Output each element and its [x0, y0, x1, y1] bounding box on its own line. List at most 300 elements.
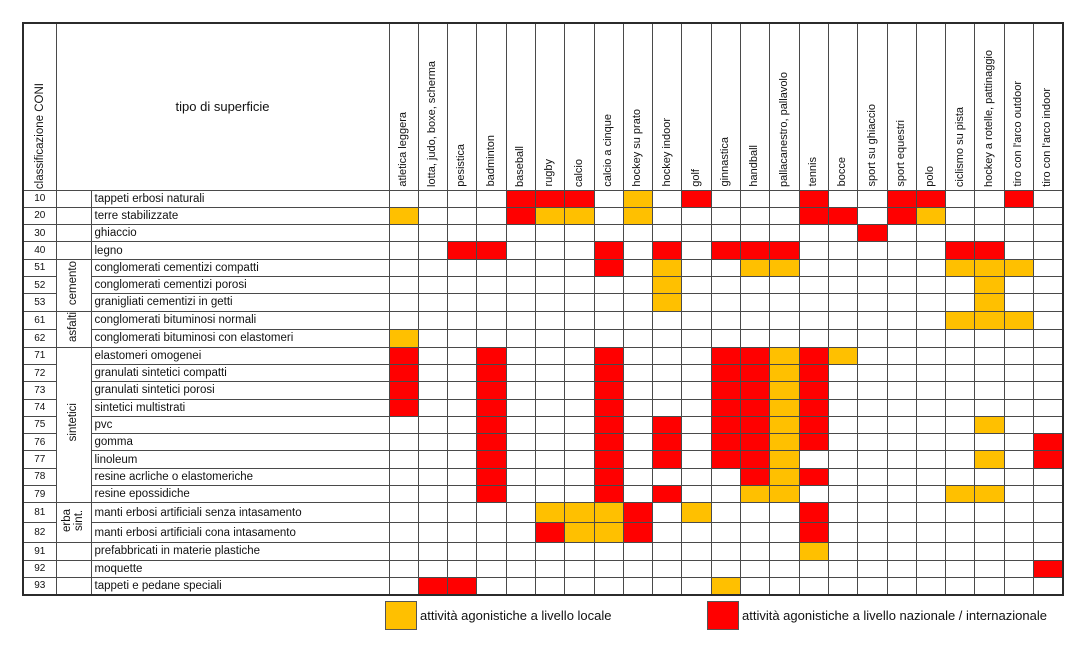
row-code: 82	[23, 523, 56, 543]
matrix-cell	[506, 486, 535, 503]
matrix-cell	[418, 416, 447, 433]
sport-column-label: handball	[748, 145, 761, 187]
sport-column-label: badminton	[484, 135, 497, 187]
matrix-cell	[623, 242, 652, 259]
matrix-cell	[770, 190, 799, 207]
matrix-cell	[448, 347, 477, 364]
matrix-cell	[477, 242, 506, 259]
matrix-cell	[418, 276, 447, 293]
matrix-cell	[418, 503, 447, 523]
matrix-cell	[506, 259, 535, 276]
legend-item-national	[707, 601, 1047, 630]
matrix-cell	[389, 207, 418, 224]
matrix-cell	[975, 225, 1004, 242]
matrix-cell	[887, 434, 916, 451]
matrix-cell	[946, 347, 975, 364]
matrix-cell	[536, 364, 565, 381]
matrix-cell	[536, 399, 565, 416]
matrix-cell	[770, 486, 799, 503]
matrix-cell	[536, 543, 565, 560]
matrix-cell	[682, 190, 711, 207]
matrix-cell	[389, 560, 418, 577]
matrix-cell	[916, 451, 945, 468]
matrix-cell	[975, 416, 1004, 433]
matrix-cell	[711, 468, 740, 485]
matrix-cell	[506, 347, 535, 364]
matrix-cell	[506, 190, 535, 207]
row-code: 71	[23, 347, 56, 364]
matrix-cell	[389, 225, 418, 242]
sport-column-header	[975, 23, 1004, 190]
surface-group-label: erba sint.	[56, 503, 91, 543]
matrix-cell	[448, 225, 477, 242]
matrix-cell	[1034, 225, 1063, 242]
matrix-cell	[1004, 364, 1033, 381]
sport-column-header	[1034, 23, 1063, 190]
matrix-cell	[1034, 294, 1063, 311]
matrix-cell	[741, 294, 770, 311]
matrix-cell	[799, 190, 828, 207]
matrix-cell	[653, 364, 682, 381]
matrix-cell	[1034, 503, 1063, 523]
matrix-body	[23, 190, 1063, 595]
matrix-cell	[916, 468, 945, 485]
matrix-cell	[770, 416, 799, 433]
legend-local-label: attività agonistiche a livello locale	[420, 608, 612, 623]
matrix-cell	[565, 451, 594, 468]
matrix-cell	[565, 560, 594, 577]
matrix-cell	[916, 347, 945, 364]
matrix-cell	[653, 311, 682, 329]
matrix-cell	[887, 503, 916, 523]
matrix-cell	[916, 382, 945, 399]
surface-row	[23, 416, 1063, 433]
sport-column-label: atletica leggera	[396, 112, 409, 187]
row-code: 93	[23, 577, 56, 594]
matrix-cell	[711, 190, 740, 207]
matrix-cell	[477, 276, 506, 293]
matrix-cell	[916, 560, 945, 577]
matrix-cell	[418, 364, 447, 381]
matrix-cell	[799, 577, 828, 594]
matrix-cell	[1034, 451, 1063, 468]
matrix-cell	[536, 311, 565, 329]
matrix-cell	[389, 294, 418, 311]
matrix-cell	[975, 364, 1004, 381]
matrix-cell	[946, 382, 975, 399]
matrix-cell	[1004, 486, 1033, 503]
matrix-cell	[536, 451, 565, 468]
matrix-cell	[741, 347, 770, 364]
matrix-cell	[389, 543, 418, 560]
matrix-cell	[418, 242, 447, 259]
matrix-cell	[448, 207, 477, 224]
matrix-cell	[653, 560, 682, 577]
matrix-cell	[389, 364, 418, 381]
matrix-cell	[448, 399, 477, 416]
sport-column-label: pallacanestro, pallavolo	[777, 71, 790, 187]
matrix-cell	[594, 276, 623, 293]
row-code: 91	[23, 543, 56, 560]
matrix-cell	[711, 294, 740, 311]
matrix-cell	[858, 225, 887, 242]
matrix-cell	[594, 294, 623, 311]
matrix-cell	[389, 190, 418, 207]
surface-row	[23, 225, 1063, 242]
matrix-cell	[1004, 399, 1033, 416]
matrix-cell	[594, 242, 623, 259]
sport-column-header	[741, 23, 770, 190]
matrix-cell	[741, 560, 770, 577]
matrix-cell	[1034, 329, 1063, 347]
matrix-cell	[711, 347, 740, 364]
sport-column-label: baseball	[514, 145, 527, 187]
matrix-cell	[1004, 434, 1033, 451]
matrix-cell	[770, 294, 799, 311]
matrix-cell	[594, 560, 623, 577]
row-code: 51	[23, 259, 56, 276]
matrix-cell	[682, 577, 711, 594]
surface-label: gomma	[91, 434, 389, 451]
matrix-cell	[594, 451, 623, 468]
matrix-cell	[916, 577, 945, 594]
matrix-cell	[946, 259, 975, 276]
matrix-cell	[1034, 276, 1063, 293]
surface-row	[23, 329, 1063, 347]
matrix-cell	[887, 382, 916, 399]
matrix-cell	[448, 434, 477, 451]
surface-row	[23, 364, 1063, 381]
matrix-cell	[799, 416, 828, 433]
matrix-cell	[594, 347, 623, 364]
matrix-cell	[741, 259, 770, 276]
matrix-cell	[418, 434, 447, 451]
matrix-cell	[653, 416, 682, 433]
sport-column-header	[506, 23, 535, 190]
matrix-cell	[477, 225, 506, 242]
matrix-cell	[887, 347, 916, 364]
matrix-cell	[565, 503, 594, 523]
matrix-cell	[946, 364, 975, 381]
matrix-cell	[887, 577, 916, 594]
legend-local-swatch	[385, 601, 417, 630]
matrix-cell	[1004, 242, 1033, 259]
matrix-cell	[389, 329, 418, 347]
sport-column-label: bocce	[836, 157, 849, 187]
matrix-cell	[946, 242, 975, 259]
matrix-cell	[653, 190, 682, 207]
matrix-cell	[741, 207, 770, 224]
matrix-cell	[799, 434, 828, 451]
matrix-cell	[623, 399, 652, 416]
matrix-cell	[858, 242, 887, 259]
row-code: 30	[23, 225, 56, 242]
matrix-cell	[448, 523, 477, 543]
matrix-cell	[448, 468, 477, 485]
matrix-cell	[770, 276, 799, 293]
matrix-cell	[741, 364, 770, 381]
sport-column-header	[389, 23, 418, 190]
matrix-header	[23, 23, 1063, 190]
matrix-cell	[711, 523, 740, 543]
surface-sport-matrix	[22, 22, 1064, 596]
matrix-cell	[858, 560, 887, 577]
matrix-cell	[975, 468, 1004, 485]
sport-column-header	[711, 23, 740, 190]
matrix-cell	[506, 225, 535, 242]
matrix-cell	[682, 543, 711, 560]
matrix-cell	[828, 242, 857, 259]
matrix-cell	[1034, 259, 1063, 276]
matrix-cell	[565, 416, 594, 433]
matrix-cell	[536, 242, 565, 259]
surface-row	[23, 190, 1063, 207]
matrix-cell	[418, 225, 447, 242]
matrix-cell	[916, 207, 945, 224]
matrix-cell	[1034, 560, 1063, 577]
matrix-cell	[828, 294, 857, 311]
matrix-cell	[858, 259, 887, 276]
matrix-cell	[653, 486, 682, 503]
matrix-cell	[623, 311, 652, 329]
matrix-cell	[682, 259, 711, 276]
matrix-cell	[477, 560, 506, 577]
matrix-cell	[623, 259, 652, 276]
matrix-cell	[536, 276, 565, 293]
matrix-cell	[594, 434, 623, 451]
sport-column-label: tiro con l'arco indoor	[1041, 88, 1054, 187]
matrix-cell	[887, 451, 916, 468]
surface-label: resine acrliche o elastomeriche	[91, 468, 389, 485]
matrix-cell	[565, 347, 594, 364]
matrix-cell	[741, 190, 770, 207]
surface-row	[23, 577, 1063, 594]
matrix-cell	[418, 577, 447, 594]
matrix-cell	[858, 311, 887, 329]
surface-row	[23, 311, 1063, 329]
matrix-cell	[946, 225, 975, 242]
sport-column-header	[887, 23, 916, 190]
matrix-cell	[828, 225, 857, 242]
matrix-cell	[1034, 523, 1063, 543]
matrix-cell	[1004, 503, 1033, 523]
matrix-cell	[858, 276, 887, 293]
matrix-cell	[858, 468, 887, 485]
matrix-cell	[799, 242, 828, 259]
matrix-cell	[389, 451, 418, 468]
matrix-cell	[711, 577, 740, 594]
sport-column-label: ciclismo su pista	[953, 106, 966, 187]
matrix-cell	[946, 503, 975, 523]
surface-row	[23, 382, 1063, 399]
matrix-cell	[1034, 382, 1063, 399]
matrix-cell	[711, 225, 740, 242]
matrix-cell	[536, 468, 565, 485]
matrix-cell	[623, 225, 652, 242]
matrix-cell	[858, 364, 887, 381]
matrix-cell	[1004, 347, 1033, 364]
matrix-cell	[858, 347, 887, 364]
surface-label: granulati sintetici porosi	[91, 382, 389, 399]
matrix-cell	[682, 225, 711, 242]
matrix-cell	[477, 364, 506, 381]
matrix-cell	[623, 468, 652, 485]
matrix-cell	[975, 503, 1004, 523]
sport-column-label: calcio	[572, 158, 585, 187]
matrix-cell	[506, 311, 535, 329]
sport-column-header	[536, 23, 565, 190]
matrix-cell	[477, 503, 506, 523]
matrix-cell	[828, 347, 857, 364]
matrix-cell	[594, 207, 623, 224]
matrix-cell	[828, 259, 857, 276]
matrix-cell	[623, 416, 652, 433]
matrix-cell	[741, 416, 770, 433]
matrix-cell	[389, 503, 418, 523]
surface-label: sintetici multistrati	[91, 399, 389, 416]
matrix-cell	[946, 399, 975, 416]
matrix-cell	[1004, 207, 1033, 224]
matrix-cell	[887, 190, 916, 207]
matrix-cell	[741, 523, 770, 543]
matrix-cell	[1004, 523, 1033, 543]
matrix-cell	[506, 242, 535, 259]
matrix-cell	[1034, 468, 1063, 485]
surface-row	[23, 503, 1063, 523]
matrix-cell	[506, 399, 535, 416]
surface-label: manti erbosi artificiali senza intasamento	[91, 503, 389, 523]
surface-row	[23, 486, 1063, 503]
surface-label: conglomerati bituminosi con elastomeri	[91, 329, 389, 347]
matrix-cell	[887, 225, 916, 242]
legend-national-label: attività agonistiche a livello nazionale / internazionale	[742, 608, 1047, 623]
matrix-cell	[682, 329, 711, 347]
matrix-cell	[1034, 543, 1063, 560]
row-code: 92	[23, 560, 56, 577]
matrix-cell	[448, 560, 477, 577]
matrix-cell	[741, 543, 770, 560]
matrix-cell	[770, 242, 799, 259]
matrix-cell	[711, 276, 740, 293]
surface-group-empty	[56, 207, 91, 224]
matrix-cell	[741, 577, 770, 594]
matrix-cell	[916, 416, 945, 433]
matrix-cell	[565, 468, 594, 485]
matrix-cell	[1004, 329, 1033, 347]
matrix-cell	[711, 503, 740, 523]
surface-label: ghiaccio	[91, 225, 389, 242]
row-code: 40	[23, 242, 56, 259]
matrix-cell	[623, 523, 652, 543]
matrix-cell	[565, 329, 594, 347]
matrix-cell	[565, 190, 594, 207]
matrix-cell	[916, 276, 945, 293]
sport-column-label: sport equestri	[894, 120, 907, 187]
matrix-cell	[828, 207, 857, 224]
matrix-cell	[887, 416, 916, 433]
matrix-cell	[975, 207, 1004, 224]
matrix-cell	[916, 543, 945, 560]
matrix-cell	[770, 382, 799, 399]
matrix-cell	[799, 399, 828, 416]
matrix-cell	[536, 259, 565, 276]
matrix-cell	[477, 207, 506, 224]
matrix-cell	[799, 523, 828, 543]
matrix-cell	[799, 259, 828, 276]
surface-group-empty	[56, 560, 91, 577]
matrix-cell	[418, 523, 447, 543]
matrix-cell	[565, 294, 594, 311]
surface-label: elastomeri omogenei	[91, 347, 389, 364]
surface-label: legno	[91, 242, 389, 259]
surface-label: conglomerati cementizi compatti	[91, 259, 389, 276]
matrix-cell	[770, 225, 799, 242]
matrix-cell	[653, 329, 682, 347]
matrix-cell	[594, 503, 623, 523]
matrix-cell	[418, 468, 447, 485]
matrix-cell	[1004, 468, 1033, 485]
matrix-cell	[418, 190, 447, 207]
matrix-cell	[858, 382, 887, 399]
matrix-cell	[1034, 311, 1063, 329]
matrix-cell	[682, 451, 711, 468]
matrix-cell	[975, 523, 1004, 543]
matrix-cell	[565, 486, 594, 503]
matrix-cell	[594, 311, 623, 329]
sport-column-label: tiro con l'arco outdoor	[1012, 81, 1025, 187]
matrix-cell	[682, 523, 711, 543]
matrix-cell	[506, 543, 535, 560]
matrix-cell	[389, 382, 418, 399]
sport-column-header	[916, 23, 945, 190]
matrix-cell	[594, 382, 623, 399]
matrix-cell	[770, 434, 799, 451]
surface-label: pvc	[91, 416, 389, 433]
matrix-cell	[828, 468, 857, 485]
matrix-cell	[594, 259, 623, 276]
matrix-cell	[975, 382, 1004, 399]
matrix-cell	[916, 294, 945, 311]
matrix-cell	[770, 503, 799, 523]
matrix-cell	[946, 468, 975, 485]
matrix-cell	[858, 329, 887, 347]
matrix-cell	[770, 577, 799, 594]
matrix-cell	[477, 577, 506, 594]
surface-label: resine epossidiche	[91, 486, 389, 503]
matrix-cell	[799, 382, 828, 399]
matrix-cell	[975, 451, 1004, 468]
sport-column-label: sport su ghiaccio	[865, 104, 878, 187]
matrix-cell	[711, 399, 740, 416]
surface-row	[23, 276, 1063, 293]
matrix-cell	[1034, 190, 1063, 207]
matrix-cell	[916, 329, 945, 347]
surface-row	[23, 543, 1063, 560]
matrix-cell	[887, 560, 916, 577]
legend-item-local	[385, 601, 612, 630]
matrix-cell	[916, 259, 945, 276]
matrix-cell	[741, 225, 770, 242]
surface-group-empty	[56, 225, 91, 242]
sport-column-header	[594, 23, 623, 190]
row-code: 20	[23, 207, 56, 224]
matrix-cell	[389, 276, 418, 293]
matrix-cell	[565, 523, 594, 543]
matrix-cell	[536, 382, 565, 399]
matrix-cell	[682, 434, 711, 451]
matrix-cell	[536, 207, 565, 224]
matrix-cell	[887, 294, 916, 311]
